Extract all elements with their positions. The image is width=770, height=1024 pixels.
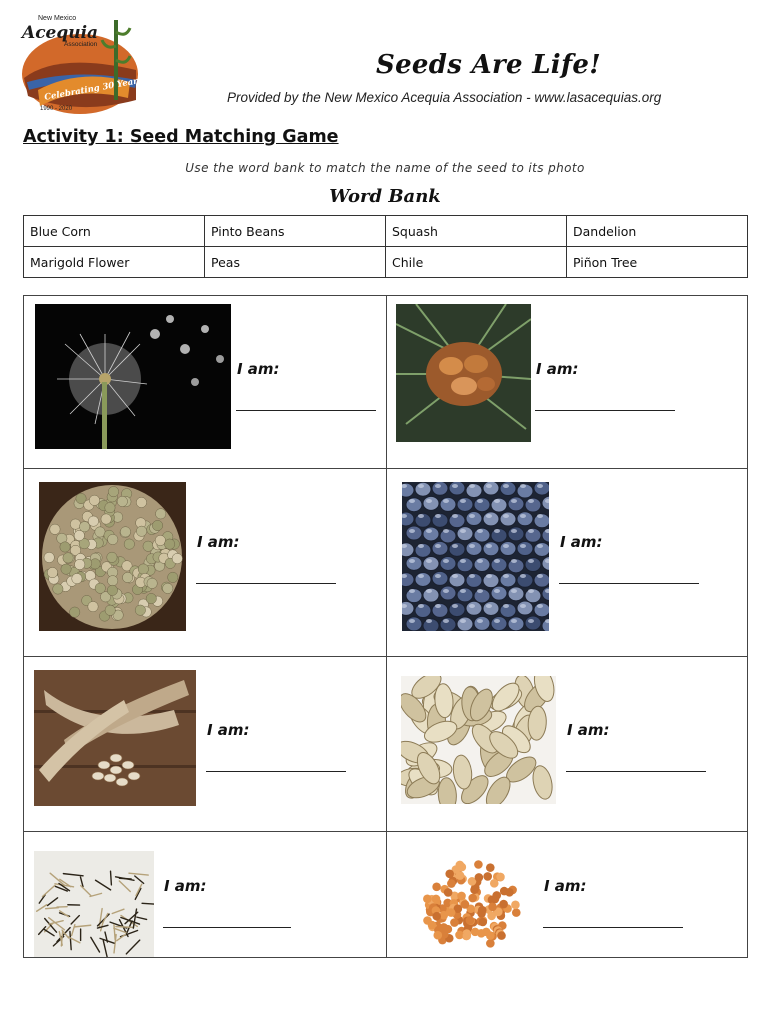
answer-blank[interactable] bbox=[559, 583, 699, 584]
card-label: I am: bbox=[197, 533, 240, 551]
grid-divider bbox=[24, 468, 747, 469]
acequia-logo bbox=[18, 12, 142, 116]
logo-years: 1990 - 2020 bbox=[40, 106, 73, 112]
logo-banner: Celebrating 30 Years bbox=[43, 75, 142, 103]
pinon-cone-photo bbox=[396, 304, 531, 442]
grid-divider bbox=[386, 296, 387, 957]
answer-blank[interactable] bbox=[196, 583, 336, 584]
card-label: I am: bbox=[237, 360, 280, 378]
activity-title: Activity 1: Seed Matching Game bbox=[23, 127, 339, 147]
word-bank-cell: Piñon Tree bbox=[567, 247, 748, 278]
word-bank-table bbox=[23, 215, 748, 278]
activity-instructions: Use the word bank to match the name of the seed to its photo bbox=[185, 161, 585, 175]
answer-blank[interactable] bbox=[566, 771, 706, 772]
card-label: I am: bbox=[207, 721, 250, 739]
page-title: Seeds Are Life! bbox=[376, 50, 601, 80]
answer-blank[interactable] bbox=[535, 410, 675, 411]
blue-corn-photo bbox=[402, 482, 549, 631]
word-bank-cell: Pinto Beans bbox=[205, 216, 386, 247]
word-bank-cell: Marigold Flower bbox=[24, 247, 205, 278]
word-bank-cell: Chile bbox=[386, 247, 567, 278]
card-label: I am: bbox=[567, 721, 610, 739]
pinto-beans-photo bbox=[34, 670, 196, 806]
grid-divider bbox=[24, 831, 747, 832]
word-bank-title: Word Bank bbox=[329, 186, 441, 207]
card-label: I am: bbox=[536, 360, 579, 378]
card-label: I am: bbox=[560, 533, 603, 551]
answer-blank[interactable] bbox=[543, 927, 683, 928]
chile-seeds-photo bbox=[414, 851, 529, 957]
card-label: I am: bbox=[544, 877, 587, 895]
provided-by: Provided by the New Mexico Acequia Association - www.lasacequias.org bbox=[227, 90, 662, 105]
logo-line2: Association bbox=[64, 41, 98, 48]
answer-blank[interactable] bbox=[163, 927, 291, 928]
word-bank-cell: Dandelion bbox=[567, 216, 748, 247]
card-label: I am: bbox=[164, 877, 207, 895]
word-bank-cell: Blue Corn bbox=[24, 216, 205, 247]
word-bank-row bbox=[24, 247, 748, 278]
logo-name: Acequia bbox=[22, 23, 99, 43]
squash-seeds-photo bbox=[401, 676, 556, 804]
dandelion-photo bbox=[35, 304, 231, 449]
marigold-seeds-photo bbox=[34, 851, 154, 957]
grid-divider bbox=[24, 656, 747, 657]
logo-line1: New Mexico bbox=[38, 15, 77, 22]
peas-photo bbox=[39, 482, 186, 631]
word-bank-cell: Peas bbox=[205, 247, 386, 278]
word-bank-row bbox=[24, 216, 748, 247]
answer-blank[interactable] bbox=[236, 410, 376, 411]
matching-grid bbox=[23, 295, 748, 958]
word-bank-cell: Squash bbox=[386, 216, 567, 247]
answer-blank[interactable] bbox=[206, 771, 346, 772]
